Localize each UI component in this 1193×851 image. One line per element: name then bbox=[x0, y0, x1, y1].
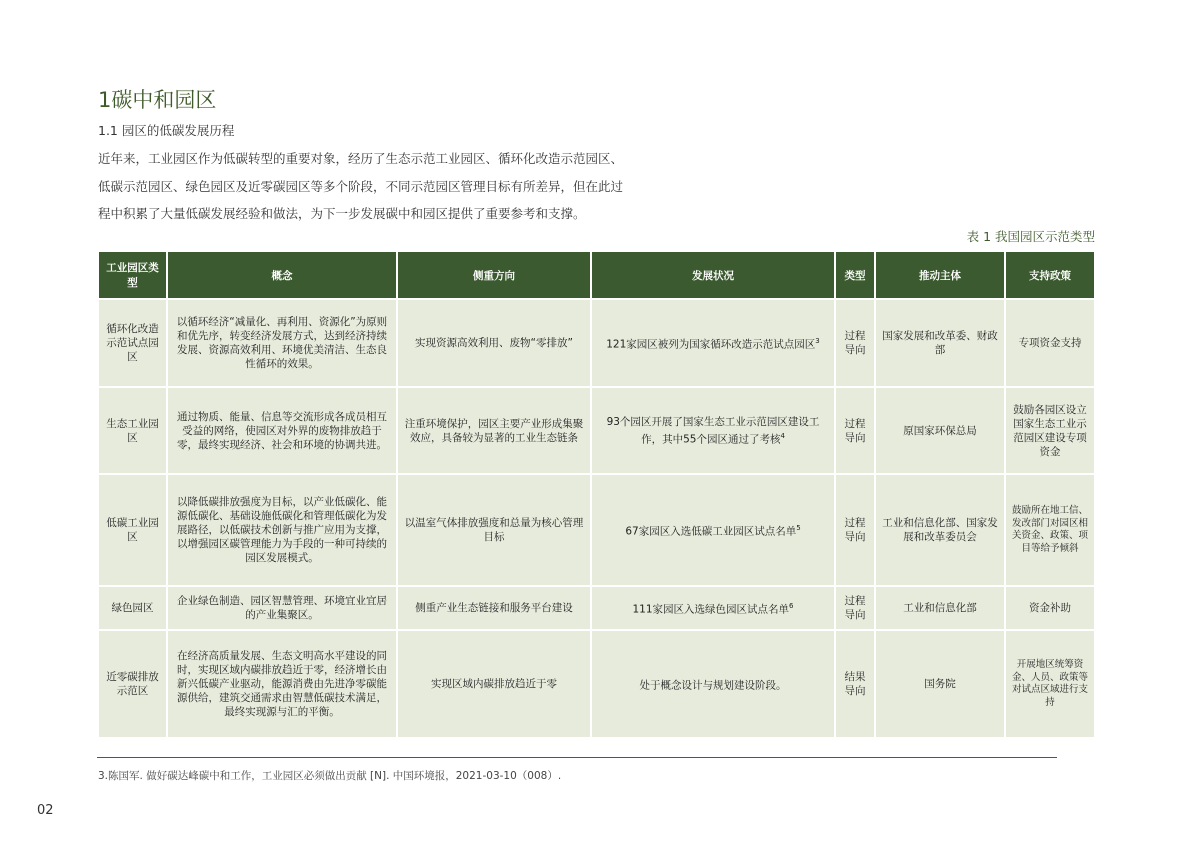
header-driver: 推动主体 bbox=[876, 252, 1004, 300]
intro-line: 近年来，工业园区作为低碳转型的重要对象，经历了生态示范工业园区、循环化改造示范园区、 bbox=[98, 151, 624, 166]
cell-focus: 侧重产业生态链接和服务平台建设 bbox=[398, 587, 590, 631]
cell-driver: 原国家环保总局 bbox=[876, 388, 1004, 475]
header-type: 工业园区类型 bbox=[99, 252, 166, 300]
status-text: 67家园区入选低碳工业园区试点名单 bbox=[625, 525, 797, 538]
cell-category: 过程导向 bbox=[836, 475, 874, 587]
status-text: 93个园区开展了国家生态工业示范园区建设工作，其中55个园区通过了考核 bbox=[606, 415, 820, 446]
cell-driver: 工业和信息化部 bbox=[876, 587, 1004, 631]
intro-line: 低碳示范园区、绿色园区及近零碳园区等多个阶段，不同示范园区管理目标有所差异，但在此过 bbox=[98, 178, 624, 194]
cell-policy: 专项资金支持 bbox=[1006, 300, 1094, 388]
cell-type: 近零碳排放示范区 bbox=[99, 631, 166, 739]
footnote-ref: 3 bbox=[815, 337, 820, 346]
cell-type: 绿色园区 bbox=[99, 587, 166, 631]
table-row bbox=[99, 587, 1094, 631]
table-row bbox=[99, 300, 1094, 388]
status-text: 111家园区入选绿色园区试点名单 bbox=[632, 603, 790, 616]
cell-status bbox=[592, 475, 834, 587]
park-types-table bbox=[97, 252, 1096, 739]
cell-concept: 以降低碳排放强度为目标，以产业低碳化、能源低碳化、基础设施低碳化和管理低碳化为发展路径，以低碳技术创新与推广应用为支撑，以增强园区碳管理能力为手段的一种可持续的园区发展模式。 bbox=[168, 475, 396, 587]
cell-focus: 注重环境保护，园区主要产业形成集聚效应，具备较为显著的工业生态链条 bbox=[398, 388, 590, 475]
cell-type: 循环化改造示范试点园区 bbox=[99, 300, 166, 388]
cell-type: 生态工业园区 bbox=[99, 388, 166, 475]
table-row bbox=[99, 631, 1094, 739]
cell-status bbox=[592, 631, 834, 739]
cell-driver: 国务院 bbox=[876, 631, 1004, 739]
header-focus: 侧重方向 bbox=[398, 252, 590, 300]
header-status: 发展状况 bbox=[592, 252, 834, 300]
footnote-divider bbox=[97, 757, 1057, 758]
status-text: 121家园区被列为国家循环改造示范试点园区 bbox=[606, 338, 816, 351]
cell-concept: 通过物质、能量、信息等交流形成各成员相互受益的网络，使园区对外界的废物排放趋于零，最终实现经济、社会和环境的协调共进。 bbox=[168, 388, 396, 475]
cell-concept: 以循环经济“减量化、再利用、资源化”为原则和优先序，转变经济发展方式，达到经济持续发展、资源高效利用、环境优美清洁、生态良性循环的效果。 bbox=[168, 300, 396, 388]
footnote-ref: 4 bbox=[780, 431, 785, 440]
cell-policy: 资金补助 bbox=[1006, 587, 1094, 631]
cell-status bbox=[592, 300, 834, 388]
subsection-title: 1.1 园区的低碳发展历程 bbox=[98, 123, 235, 138]
cell-concept: 企业绿色制造、园区智慧管理、环境宜业宜居的产业集聚区。 bbox=[168, 587, 396, 631]
header-concept: 概念 bbox=[168, 252, 396, 300]
footnote-ref: 6 bbox=[789, 602, 794, 611]
cell-status bbox=[592, 587, 834, 631]
cell-type: 低碳工业园区 bbox=[99, 475, 166, 587]
intro-paragraph bbox=[98, 145, 738, 228]
cell-focus: 实现区域内碳排放趋近于零 bbox=[398, 631, 590, 739]
cell-driver: 国家发展和改革委、财政部 bbox=[876, 300, 1004, 388]
cell-policy: 开展地区统筹资金、人员、政策等对试点区域进行支持 bbox=[1006, 631, 1094, 739]
cell-category: 结果导向 bbox=[836, 631, 874, 739]
cell-concept: 在经济高质量发展、生态文明高水平建设的同时，实现区域内碳排放趋近于零，经济增长由新兴低碳产业驱动，能源消费由先进净零碳能源供给，建筑交通需求由智慧低碳技术满足，最终实现源与汇的平衡。 bbox=[168, 631, 396, 739]
section-title: 1碳中和园区 bbox=[98, 88, 217, 112]
cell-category: 过程导向 bbox=[836, 300, 874, 388]
cell-policy: 鼓励各园区设立国家生态工业示范园区建设专项资金 bbox=[1006, 388, 1094, 475]
table-row bbox=[99, 388, 1094, 475]
footnote-ref: 5 bbox=[796, 524, 801, 533]
table-header-row bbox=[99, 252, 1094, 300]
cell-status bbox=[592, 388, 834, 475]
cell-policy: 鼓励所在地工信、发改部门对园区相关资金、政策、项目等给予倾斜 bbox=[1006, 475, 1094, 587]
table-row bbox=[99, 475, 1094, 587]
footnote: 3.陈国军. 做好碳达峰碳中和工作，工业园区必须做出贡献 [N]. 中国环境报，2021-03-10（008）. bbox=[98, 770, 562, 782]
table-caption: 表 1 我国园区示范类型 bbox=[966, 229, 1095, 244]
cell-focus: 实现资源高效利用、废物“零排放” bbox=[398, 300, 590, 388]
page-number: 02 bbox=[37, 803, 54, 818]
header-policy: 支持政策 bbox=[1006, 252, 1094, 300]
cell-category: 过程导向 bbox=[836, 388, 874, 475]
header-category: 类型 bbox=[836, 252, 874, 300]
cell-driver: 工业和信息化部、国家发展和改革委员会 bbox=[876, 475, 1004, 587]
intro-line: 程中积累了大量低碳发展经验和做法，为下一步发展碳中和园区提供了重要参考和支撑。 bbox=[98, 206, 586, 221]
cell-category: 过程导向 bbox=[836, 587, 874, 631]
status-text: 处于概念设计与规划建设阶段。 bbox=[639, 679, 787, 692]
cell-focus: 以温室气体排放强度和总量为核心管理目标 bbox=[398, 475, 590, 587]
